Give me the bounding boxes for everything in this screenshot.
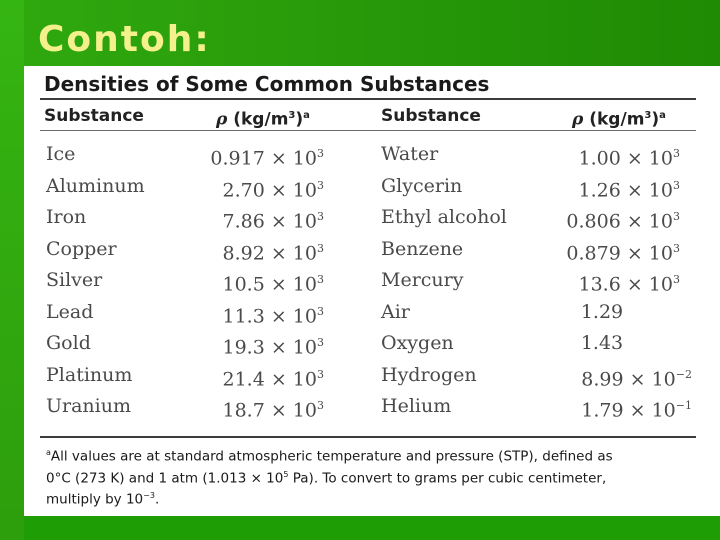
- density-cell: $19.3 \times 10^3$: [222, 336, 324, 359]
- density-cell: $8.92 \times 10^3$: [222, 241, 324, 264]
- density-mantissa: 1.00: [578, 147, 621, 170]
- density-cell: $18.7 \times 10^3$: [222, 399, 324, 422]
- slide-title: Contoh:: [38, 19, 211, 60]
- density-cell: $8.99 \times 10^{-2}$: [581, 367, 692, 390]
- substance-name: Iron: [46, 206, 87, 228]
- left-accent-strip: [0, 0, 24, 540]
- substance-name: Glycerin: [381, 174, 463, 197]
- density-cell: $2.70 \times 10^3$: [222, 178, 324, 201]
- density-cell: $1.26 \times 10^3$: [578, 178, 680, 201]
- density-exponent: −2: [675, 367, 692, 381]
- substance-name: Air: [381, 300, 410, 323]
- density-mantissa: 1.26: [578, 178, 621, 201]
- density-exponent: 3: [317, 304, 324, 318]
- density-exponent: 3: [673, 178, 680, 192]
- density-exponent: 3: [317, 241, 324, 255]
- header-density-1: ρ $(kg/m^3)^a$: [216, 109, 310, 130]
- density-exponent: 3: [317, 336, 324, 349]
- density-mantissa: 7.86: [222, 210, 265, 233]
- density-cell: $10.5 \times 10^3$: [222, 273, 324, 296]
- substance-name: Gold: [46, 332, 91, 354]
- substance-name: Platinum: [46, 363, 133, 386]
- density-mantissa: 10.5: [222, 273, 265, 296]
- substance-name: Hydrogen: [381, 363, 477, 386]
- density-mantissa: 0.917: [210, 147, 265, 170]
- table-top-rule: [40, 98, 696, 100]
- header-substance-1: Substance: [44, 106, 144, 126]
- density-exponent: 3: [317, 367, 324, 381]
- rho-symbol: ρ: [572, 109, 584, 130]
- table-title: Densities of Some Common Substances: [44, 72, 490, 96]
- density-mantissa: 2.70: [222, 178, 265, 201]
- density-exponent: 3: [673, 241, 680, 255]
- substance-name: Helium: [381, 395, 452, 417]
- density-cell: $0.806 \times 10^3$: [566, 210, 680, 233]
- density-mantissa: 1.43: [580, 332, 624, 354]
- substance-name: Benzene: [381, 237, 464, 260]
- density-exponent: 3: [317, 147, 324, 160]
- density-cell: $0.879 \times 10^3$: [566, 241, 680, 264]
- substance-name: Uranium: [46, 395, 131, 417]
- density-exponent: 3: [317, 273, 324, 286]
- density-exponent: 3: [673, 210, 680, 223]
- density-exponent: 3: [317, 178, 324, 192]
- header-substance-2: Substance: [381, 106, 481, 126]
- density-mantissa: 0.879: [566, 241, 621, 264]
- density-cell: $1.79 \times 10^{-1}$: [581, 399, 692, 422]
- density-cell: $21.4 \times 10^3$: [222, 367, 324, 390]
- density-exponent: 3: [317, 210, 324, 223]
- substance-name: Mercury: [381, 269, 464, 291]
- density-mantissa: 1.79: [581, 399, 624, 422]
- density-mantissa: 19.3: [222, 336, 265, 359]
- density-exponent: 3: [673, 273, 680, 286]
- density-mantissa: 8.92: [222, 241, 265, 264]
- density-mantissa: 1.29: [580, 300, 624, 323]
- substance-name: Ethyl alcohol: [381, 206, 507, 228]
- density-exponent: −1: [675, 399, 692, 412]
- density-mantissa: 0.806: [566, 210, 621, 233]
- density-mantissa: 13.6: [578, 273, 621, 296]
- rho-symbol: ρ: [216, 109, 228, 130]
- density-mantissa: 8.99: [581, 367, 624, 390]
- substance-name: Water: [381, 143, 439, 165]
- density-cell: $11.3 \times 10^3$: [222, 304, 324, 327]
- density-cell: $7.86 \times 10^3$: [222, 210, 324, 233]
- bottom-bar: [24, 516, 720, 540]
- density-exponent: 3: [673, 147, 680, 160]
- substance-name: Oxygen: [381, 332, 454, 354]
- table-bottom-rule: [40, 436, 696, 438]
- density-mantissa: 21.4: [222, 367, 265, 390]
- substance-name: Copper: [46, 237, 117, 260]
- substance-name: Silver: [46, 269, 103, 291]
- density-cell: [560, 330, 644, 356]
- substance-name: Aluminum: [46, 174, 145, 197]
- header-rule: [40, 130, 696, 131]
- density-cell: [560, 299, 644, 325]
- density-mantissa: 18.7: [222, 399, 265, 422]
- density-cell: $0.917 \times 10^3$: [210, 147, 324, 170]
- density-cell: $13.6 \times 10^3$: [578, 273, 680, 296]
- table-footnote: $^a$All values are at standard atmospheric temperature and pressure (STP), defined as 0°C (273 K) and 1 atm ($1.013 \times 10^5$ Pa). To convert to grams per cubic centimeter, multiply by $10^{-3}$.: [46, 448, 613, 508]
- density-cell: $1.00 \times 10^3$: [578, 147, 680, 170]
- density-exponent: 3: [317, 399, 324, 412]
- header-density-2: ρ $(kg/m^3)^a$: [572, 109, 666, 130]
- substance-name: Lead: [46, 300, 94, 323]
- density-mantissa: 11.3: [222, 304, 265, 327]
- substance-name: Ice: [46, 143, 76, 165]
